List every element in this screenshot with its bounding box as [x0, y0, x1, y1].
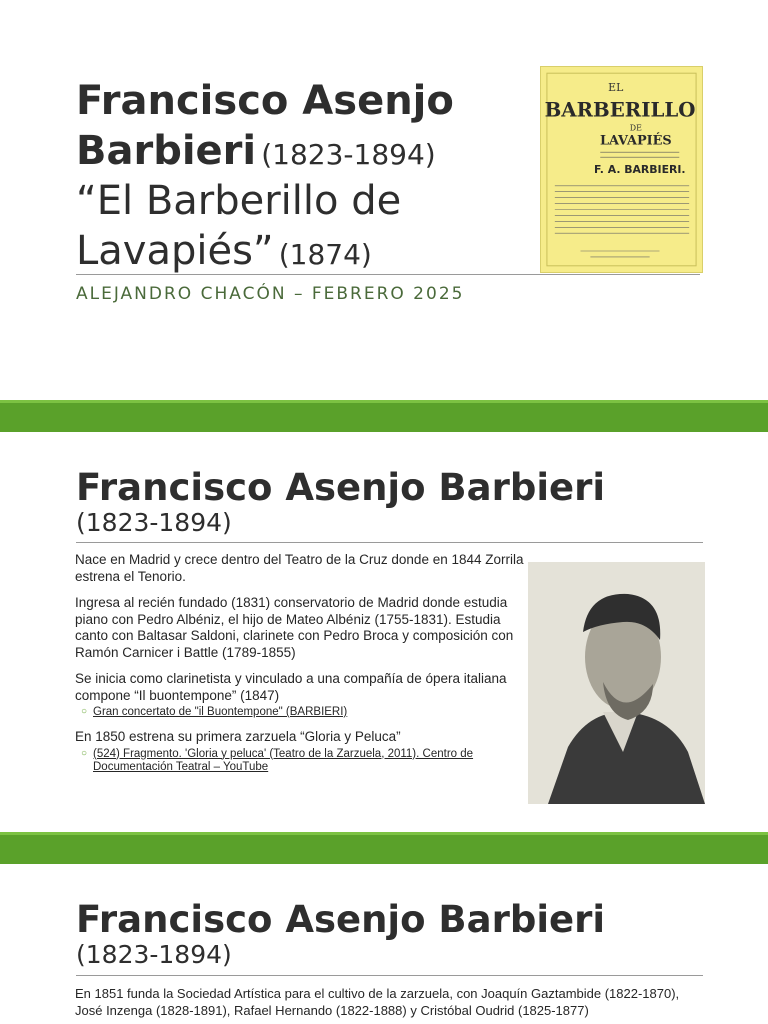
- slide3-divider: [76, 975, 703, 976]
- paragraph-birth: Nace en Madrid y crece dentro del Teatro de la Cruz donde en 1844 Zorrila estrena el Tenorio.: [75, 552, 524, 584]
- paragraph-conservatory: Ingresa al recién fundado (1831) conservatorio de Madrid donde estudia piano con Pedro Albéniz, el hijo de Mateo Albéniz (1755-1831). Estudia canto con Baltasar Saldoni, clarinete con Pedro Broca y composición con Ramón Carnicer i Battle (1789-1855): [75, 595, 514, 660]
- slide2-divider: [76, 542, 703, 543]
- title-line2: Barbieri: [76, 128, 257, 174]
- cover-title2: LAVAPIÉS: [600, 133, 672, 149]
- link-item: [75, 748, 530, 774]
- cover-de: DE: [629, 123, 642, 133]
- paragraph-sociedad-artistica: En 1851 funda la Sociedad Artística para el cultivo de la zarzuela, con Joaquín Gaztambide (1822-1870), José Inzenga (1828-1891), Rafael Hernando (1822-1888) y Cristóbal Oudrid (1825-1877): [75, 986, 680, 1018]
- cover-title1: BARBERILLO: [544, 97, 696, 122]
- cover-composer: F. A. BARBIERI.: [593, 162, 686, 176]
- circle-bullet-icon: ○: [81, 706, 88, 717]
- title-line4: Lavapiés”: [76, 228, 274, 274]
- cover-top: EL: [608, 80, 624, 94]
- title-line1: Francisco Asenjo: [76, 78, 454, 124]
- paragraph-first-zarzuela: En 1850 estrena su primera zarzuela “Gloria y Peluca”: [75, 729, 401, 744]
- slide1-title: [76, 80, 526, 280]
- link-buontempone[interactable]: Gran concertato de "il Buontempone" (BARBIERI): [93, 706, 348, 718]
- score-cover-image: [540, 66, 703, 273]
- work-year: (1874): [278, 238, 372, 271]
- slide2-title: Francisco Asenjo Barbieri: [76, 466, 606, 509]
- slide1-subtitle: ALEJANDRO CHACÓN – FEBRERO 2025: [76, 284, 465, 304]
- slide-separator: [0, 400, 768, 432]
- title-divider: [76, 274, 700, 275]
- link-item: [75, 706, 530, 719]
- paragraph-clarinetist: Se inicia como clarinetista y vinculado a una compañía de ópera italiana compone “Il buontempone” (1847): [75, 671, 507, 703]
- slide-separator: [0, 832, 768, 864]
- slide2-body: [75, 552, 530, 784]
- barbieri-portrait-image: [528, 562, 705, 804]
- title-years: (1823-1894): [261, 138, 436, 171]
- title-line3: “El Barberillo de: [76, 178, 402, 224]
- slide3-title: Francisco Asenjo Barbieri: [76, 898, 606, 941]
- title-slide: [0, 0, 768, 400]
- slide3-years: (1823-1894): [76, 940, 232, 969]
- slide2-years: (1823-1894): [76, 508, 232, 537]
- circle-bullet-icon: ○: [81, 747, 88, 759]
- link-gloria-peluca[interactable]: (524) Fragmento. 'Gloria y peluca' (Teatro de la Zarzuela, 2011). Centro de Documentación Teatral – YouTube: [93, 747, 474, 773]
